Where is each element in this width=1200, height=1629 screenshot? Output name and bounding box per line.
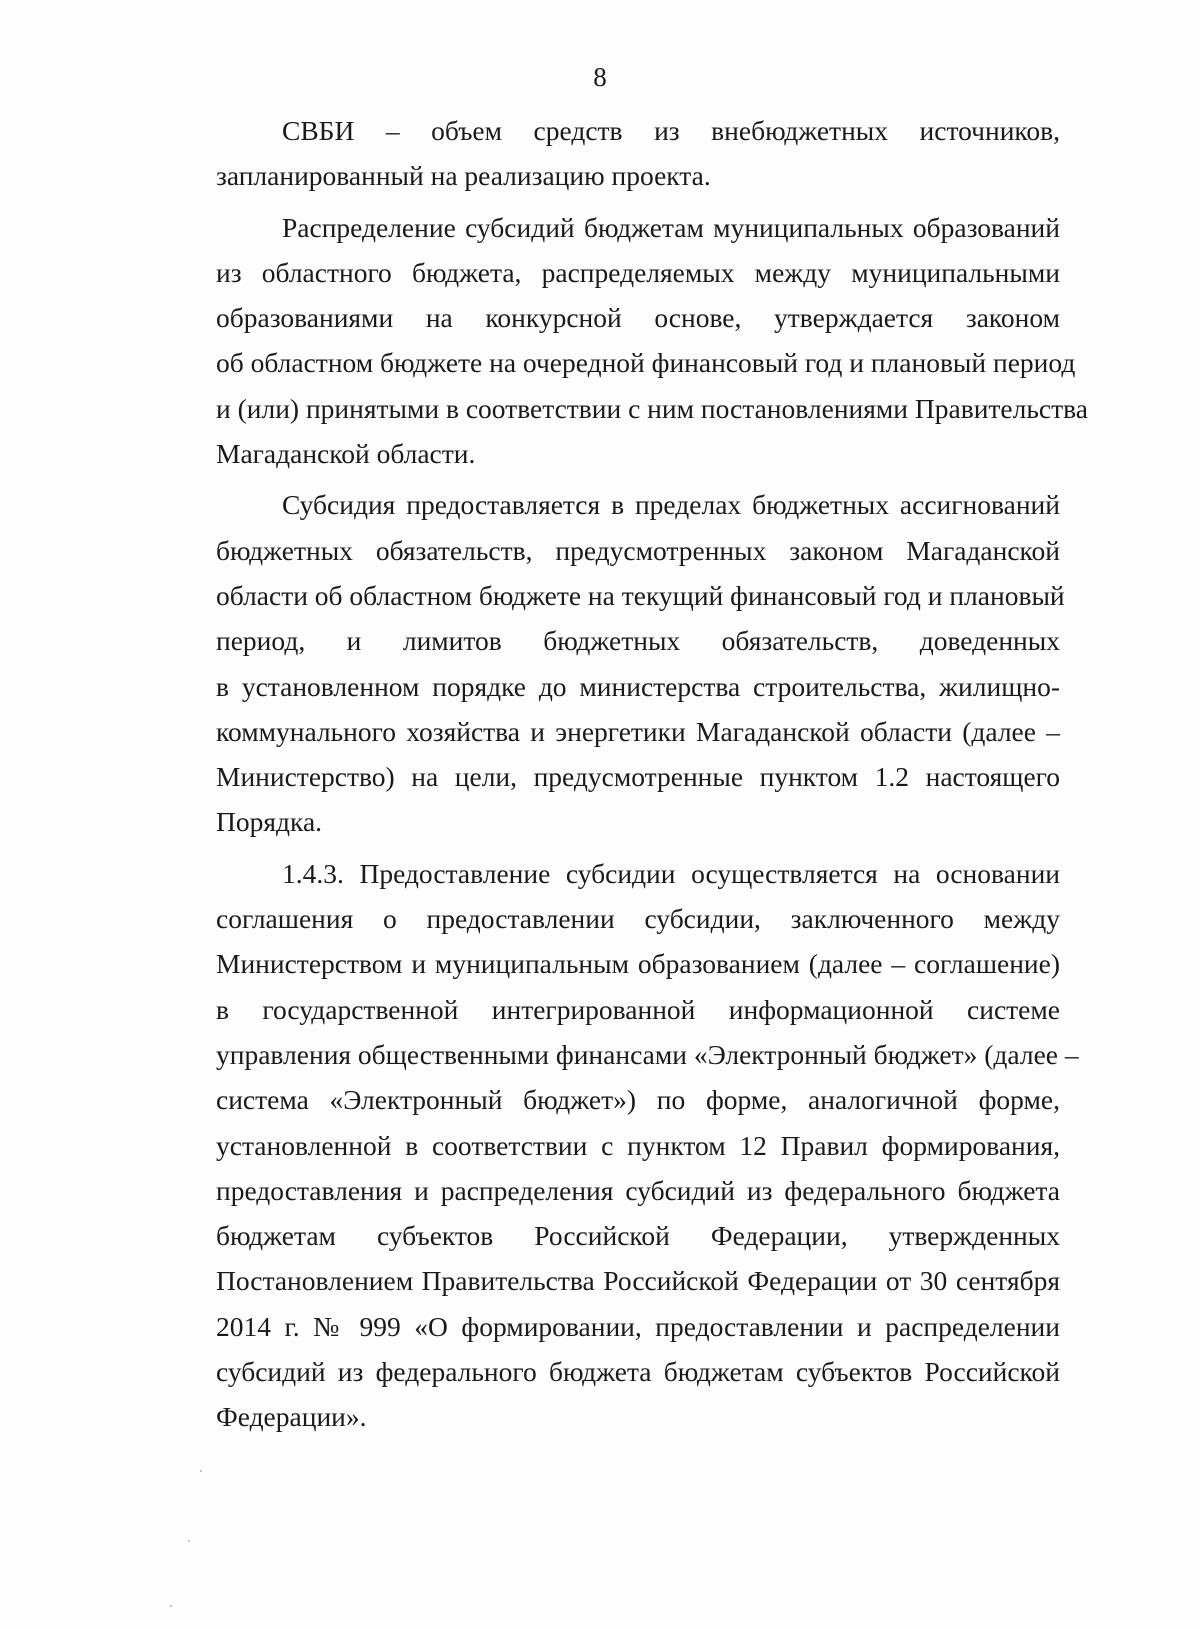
paragraph-line: образованиями на конкурсной основе, утверждается законом bbox=[216, 302, 1060, 334]
paragraph-line: Федерации». bbox=[216, 1401, 367, 1433]
paragraph-line: система «Электронный бюджет») по форме, аналогичной форме, bbox=[216, 1084, 1060, 1116]
paragraph-line: об областном бюджете на очередной финансовый год и плановый период bbox=[216, 347, 1076, 379]
paragraph-line: области об областном бюджете на текущий финансовый год и плановый bbox=[216, 579, 1065, 611]
scan-speck bbox=[200, 1470, 202, 1472]
paragraph-line: коммунального хозяйства и энергетики Магаданской области (далее – bbox=[216, 715, 1060, 747]
paragraph-svbi-definition bbox=[216, 108, 1060, 199]
paragraph-line: из областного бюджета, распределяемых между муниципальными bbox=[216, 256, 1060, 288]
paragraph-line: Постановлением Правительства Российской Федерации от 30 сентября bbox=[216, 1265, 1060, 1297]
paragraph-line: Магаданской области. bbox=[216, 438, 476, 470]
scan-speck bbox=[170, 1605, 172, 1607]
paragraph-subsidy-distribution bbox=[216, 205, 1088, 477]
paragraph-line: СВБИ – объем средств из внебюджетных источников, bbox=[282, 115, 1060, 146]
paragraph-line: бюджетам субъектов Российской Федерации, утвержденных bbox=[216, 1220, 1060, 1252]
paragraph-line: Министерство) на цели, предусмотренные пунктом 1.2 настоящего bbox=[216, 761, 1060, 793]
paragraph-line: запланированный на реализацию проекта. bbox=[216, 160, 711, 192]
paragraph-line: в государственной интегрированной информационной системе bbox=[216, 993, 1060, 1025]
paragraph-1-4-3 bbox=[216, 851, 1079, 1440]
paragraph-line: и (или) принятыми в соответствии с ним постановлениями Правительства bbox=[216, 392, 1088, 424]
paragraph-line: соглашения о предоставлении субсидии, заключенного между bbox=[216, 903, 1060, 935]
paragraph-line: Министерством и муниципальным образованием (далее – соглашение) bbox=[216, 948, 1060, 980]
paragraph-line: период, и лимитов бюджетных обязательств, доведенных bbox=[216, 625, 1060, 657]
document-body bbox=[216, 108, 1088, 1446]
paragraph-line: Субсидия предоставляется в пределах бюджетных ассигнований bbox=[282, 489, 1060, 521]
paragraph-subsidy-limits bbox=[216, 482, 1065, 844]
scan-speck bbox=[188, 1540, 190, 1542]
paragraph-line: субсидий из федерального бюджета бюджетам субъектов Российской bbox=[216, 1356, 1060, 1388]
paragraph-line: управления общественными финансами «Электронный бюджет» (далее – bbox=[216, 1038, 1079, 1070]
paragraph-line: Порядка. bbox=[216, 806, 323, 838]
paragraph-line: 2014 г. № 999 «О формировании, предоставлении и распределении bbox=[216, 1310, 1060, 1342]
paragraph-line: 1.4.3. Предоставление субсидии осуществляется на основании bbox=[282, 857, 1060, 889]
paragraph-line: в установленном порядке до министерства строительства, жилищно- bbox=[216, 670, 1060, 702]
paragraph-line: Распределение субсидий бюджетам муниципальных образований bbox=[282, 211, 1060, 243]
paragraph-line: бюджетных обязательств, предусмотренных законом Магаданской bbox=[216, 534, 1060, 566]
paragraph-line: установленной в соответствии с пунктом 12 Правил формирования, bbox=[216, 1129, 1060, 1161]
paragraph-line: предоставления и распределения субсидий из федерального бюджета bbox=[216, 1174, 1060, 1206]
page-number: 8 bbox=[593, 62, 607, 92]
